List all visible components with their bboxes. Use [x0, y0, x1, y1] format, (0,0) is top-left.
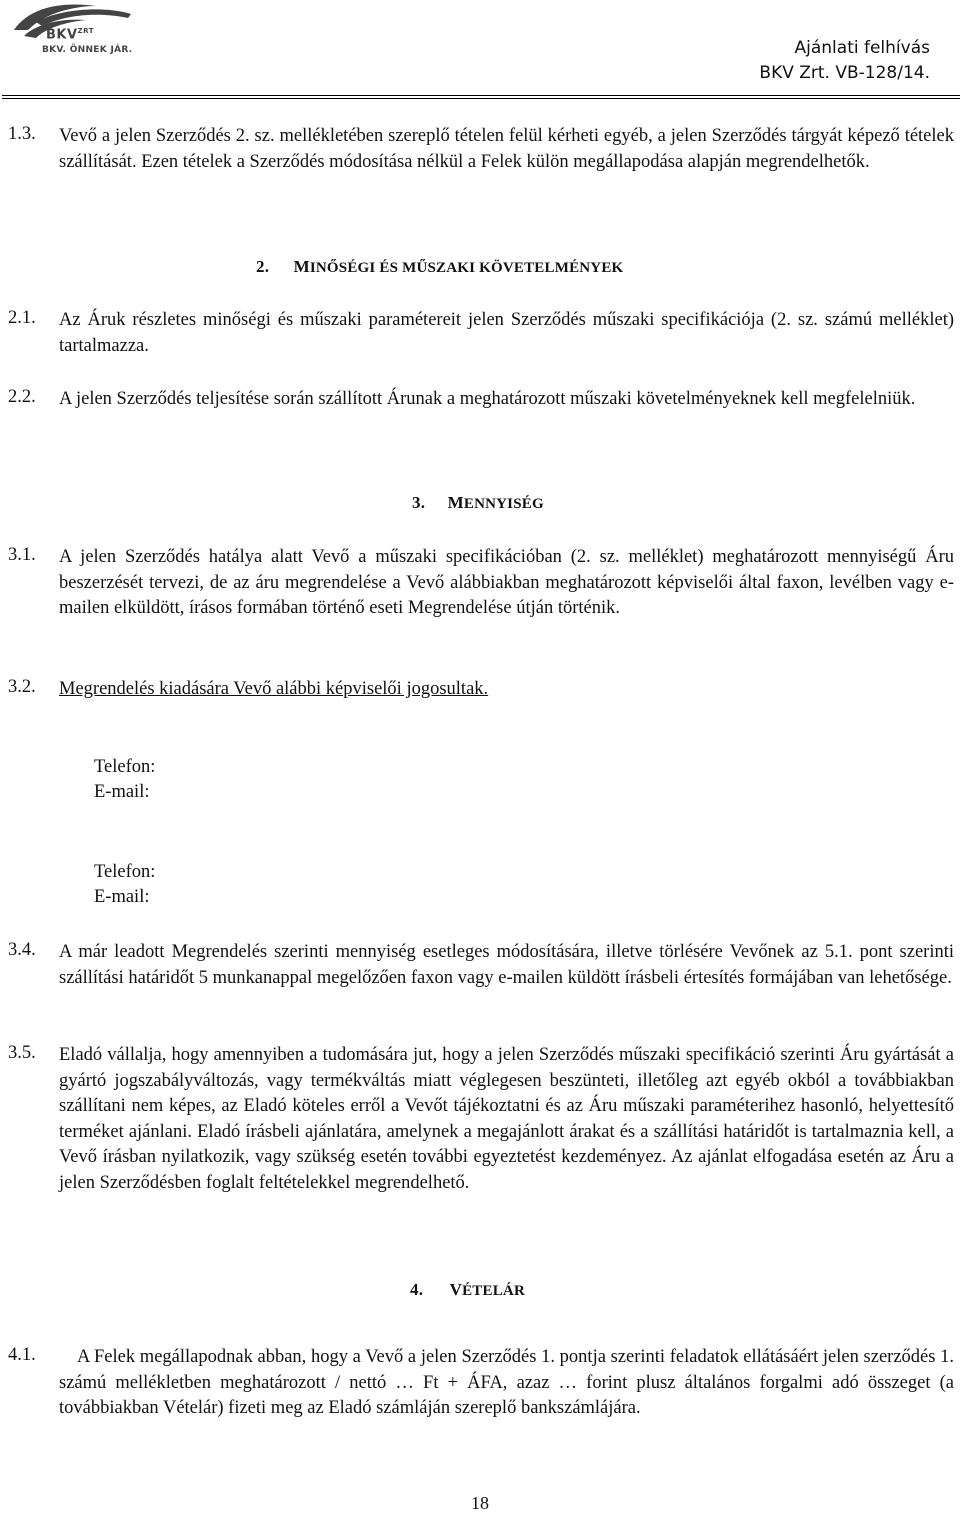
heading-title: MENNYISÉG: [447, 493, 544, 512]
section-number: 3.2.: [8, 677, 36, 697]
contact-phone-label: Telefon:: [94, 757, 156, 777]
heading-2: [256, 257, 623, 277]
heading-title: VÉTELÁR: [449, 1280, 525, 1299]
section-number: 3.4.: [8, 940, 36, 960]
section-number: 3.5.: [8, 1043, 36, 1063]
section-number: 3.1.: [8, 545, 36, 565]
contact-phone-label: Telefon:: [94, 862, 156, 882]
section-text: Az Áruk részletes minőségi és műszaki paramétereit jelen Szerződés műszaki specifikációja (2. sz. számú melléklet) tartalmazza.: [59, 310, 954, 356]
header-divider-thin: [2, 98, 960, 99]
section-text: Vevő a jelen Szerződés 2. sz. mellékletében szereplő tételen felül kérheti egyéb, a jelen Szerződés tárgyát képező tételek szállítását. Ezen tételek a Szerződés módosítása nélkül a Felek külön megállapodása alapján megrendelhetők.: [59, 126, 954, 172]
contact-email-label: E-mail:: [94, 782, 150, 802]
header-reference: BKV Zrt. VB-128/14.: [759, 63, 930, 83]
heading-number: 4.: [410, 1280, 424, 1299]
heading-number: 2.: [256, 257, 270, 276]
bkv-logo: [6, 0, 136, 70]
section-text: A jelen Szerződés teljesítése során szállított Árunak a meghatározott műszaki követelményeknek kell megfelelniük.: [59, 389, 916, 409]
section-number: 4.1.: [8, 1345, 36, 1365]
page-number: 18: [471, 1493, 489, 1513]
heading-3: [412, 493, 544, 513]
section-number: 2.2.: [8, 387, 36, 407]
section-text: Megrendelés kiadására Vevő alábbi képviselői jogosultak.: [59, 679, 489, 699]
heading-number: 3.: [412, 493, 426, 512]
heading-title: MINŐSÉGI ÉS MŰSZAKI KÖVETELMÉNYEK: [293, 257, 624, 276]
header-divider: [2, 95, 960, 96]
section-text: A már leadott Megrendelés szerinti mennyiség esetleges módosítására, illetve törlésére Vevőnek az 5.1. pont szerinti szállítási határidőt 5 munkanappal megelőzően faxon vagy e-mailen küldött írásbeli értesítés formájában van lehetősége.: [59, 942, 954, 988]
section-text: Eladó vállalja, hogy amennyiben a tudomására jut, hogy a jelen Szerződés műszaki specifikáció szerinti Áru gyártását a gyártó jogszabályváltozás, vagy termékváltás miatt véglegesen beszünteti, illetőleg azt egyéb okból a továbbiakban szállítani nem képes, az Eladó köteles erről a Vevőt tájékoztatni és az Áru műszaki paraméterihez hasonló, helyettesítő terméket ajánlani. Eladó írásbeli ajánlatára, amelynek a megajánlott árakat és a szállítási határidőt is tartalmaznia kell, a Vevő írásban nyilatkozik, vagy szükség esetén további egyeztetést kezdeményez. Az ajánlat elfogadása esetén az Áru a jelen Szerződésben foglalt feltételekkel megrendelhető.: [59, 1045, 954, 1193]
section-text: A jelen Szerződés hatálya alatt Vevő a műszaki specifikációban (2. sz. melléklet) meghatározott mennyiségű Áru beszerzését tervezi, de az áru megrendelése a Vevő alábbiakban meghatározott képviselői által faxon, levélben vagy e-mailen elküldött, írásos formában történő eseti Megrendelése útján történik.: [59, 547, 954, 618]
section-text: A Felek megállapodnak abban, hogy a Vevő a jelen Szerződés 1. pontja szerinti feladatok ellátásáért jelen szerződés 1. számú mellékletben meghatározott / nettó … Ft + ÁFA, azaz … forint plusz általános forgalmi adó összeget (a továbbiakban Vételár) fizeti meg az Eladó számláján szereplő bankszámlájára.: [59, 1347, 954, 1418]
section-number: 2.1.: [8, 308, 36, 328]
header-title: Ajánlati felhívás: [794, 38, 930, 58]
logo-slogan: BKV. ÖNNEK JÁR.: [42, 45, 133, 55]
section-number: 1.3.: [8, 124, 36, 144]
contact-email-label: E-mail:: [94, 887, 150, 907]
heading-4: [410, 1280, 525, 1300]
logo-wordmark: $BKV^{ZRT}$: [46, 27, 94, 43]
